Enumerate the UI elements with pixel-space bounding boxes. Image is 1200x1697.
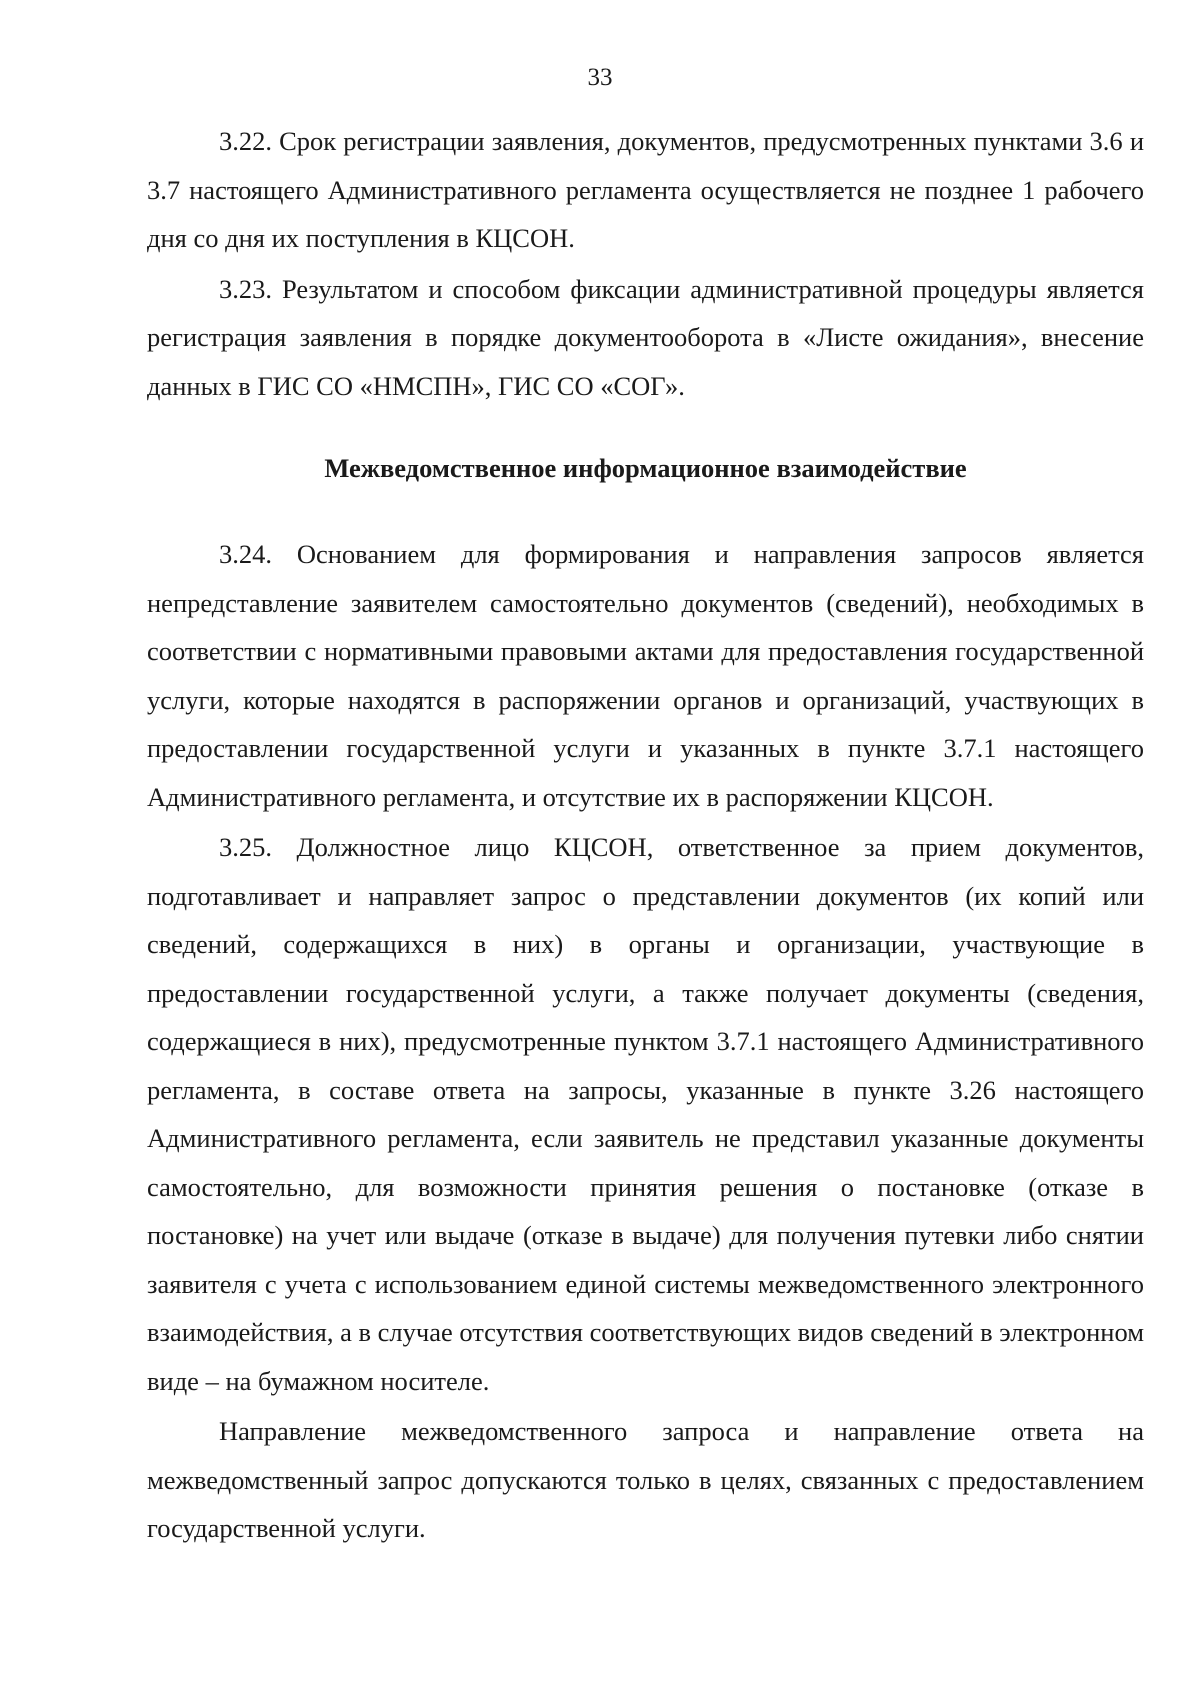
paragraph-interagency-request: Направление межведомственного запроса и направление ответа на межведомственный запрос допускаются только в целях, связанных с предоставлением государственной услуги. bbox=[147, 1416, 1144, 1543]
paragraph-3-22: 3.22. Срок регистрации заявления, документов, предусмотренных пунктами 3.6 и 3.7 настоящего Административного регламента осуществляется не позднее 1 рабочего дня со дня их поступления в КЦСОН. bbox=[147, 126, 1144, 253]
page-number: 33 bbox=[587, 64, 613, 91]
paragraph-3-23: 3.23. Результатом и способом фиксации административной процедуры является регистрация заявления в порядке документооборота в «Листе ожидания», внесение данных в ГИС СО «НМСПН», ГИС СО «СОГ». bbox=[147, 273, 1144, 401]
paragraph-3-24: 3.24. Основанием для формирования и направления запросов является непредставление заявителем самостоятельно документов (сведений), необходимых в соответствии с нормативными правовыми актами для предоставления государственной услуги, которые находятся в распоряжении органов и организаций, участвующих в предоставлении государственной услуги и указанных в пункте 3.7.1 настоящего Административного регламента, и отсутствие их в распоряжении КЦСОН. bbox=[147, 539, 1144, 812]
document-body bbox=[147, 117, 1144, 1553]
paragraph-3-25: 3.25. Должностное лицо КЦСОН, ответственное за прием документов, подготавливает и направляет запрос о представлении документов (их копий или сведений, содержащихся в них) в органы и организации, участвующие в предоставлении государственной услуги, а также получает документы (сведения, содержащиеся в них), предусмотренные пунктом 3.7.1 настоящего Административного регламента, в составе ответа на запросы, указанные в пункте 3.26 настоящего Административного регламента, если заявитель не представил указанные документы самостоятельно, для возможности принятия решения о постановке (отказе в постановке) на учет или выдаче (отказе в выдаче) для получения путевки либо снятии заявителя с учета с использованием единой системы межведомственного электронного взаимодействия, а в случае отсутствия соответствующих видов сведений в электронном виде – на бумажном носителе. bbox=[147, 832, 1144, 1396]
section-heading: Межведомственное информационное взаимодействие bbox=[324, 453, 967, 483]
